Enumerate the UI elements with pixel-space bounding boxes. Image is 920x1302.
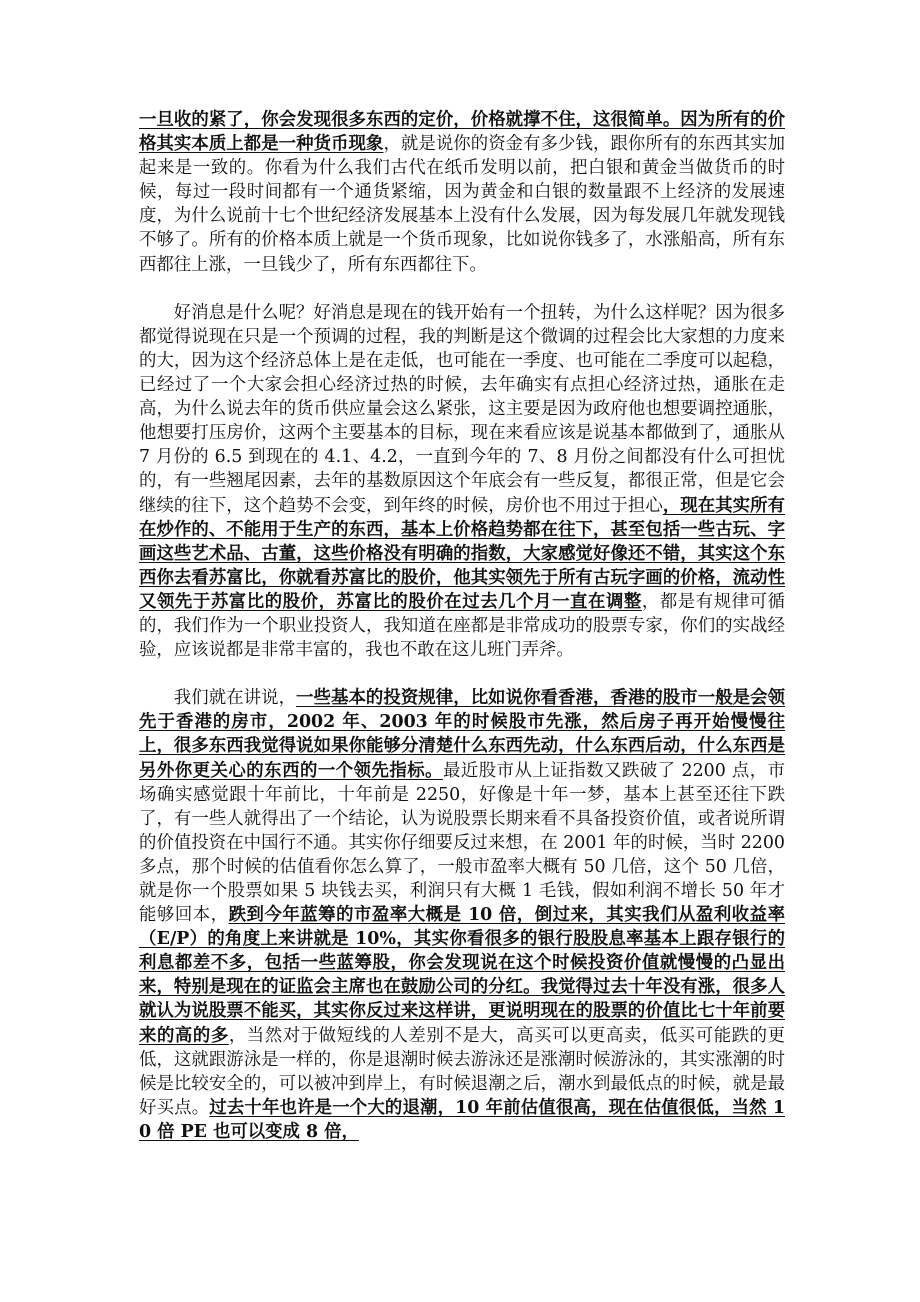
emphasis-text: 跌到今年蓝筹的市盈率大概是 10 倍，倒过来，其实我们从盈利收益率（E/P）的角度上来讲就是 10%，其实你看很多的银行股股息率基本上跟存银行的利息都差不多，包括一些蓝筹股，你会发现说在这个时候投资价值就慢慢的凸显出来，特别是现在的证监会主席也在鼓励公司的分红。我觉得过去十年没有涨，很多人就认为说股票不能买，其实你反过来这样讲，更说明现在的股票的价值比七十年前要来的高的多 — [139, 905, 785, 1046]
body-text: 好消息是什么呢？好消息是现在的钱开始有一个扭转，为什么这样呢？因为很多都觉得说现在只是一个预调的过程，我的判断是这个微调的过程会比大家想的力度来的大，因为这个经济总体上是在走低，也可能在一季度、也可能在二季度可以起稳，已经过了一个大家会担心经济过热的时候，去年确实有点担心经济过热，通胀在走高，为什么说去年的货币供应量会这么紧张，这主要是因为政府他也想要调控通胀，他想要打压房价，这两个主要基本的目标，现在来看应该是说基本都做到了，通胀从 7 月份的 6.5 到现在的 4.1、4.2，一直到今年的 7、8 月份之间都没有什么可担忧的，有一些翘尾因素，去年的基数原因这个年底会有一些反复，都很正常，但是它会继续的往下，这个趋势不会变，到年终的时候，房价也不用过于担心 — [139, 302, 785, 516]
emphasis-text: 一些基本的投资规律，比如说你看香港，香港的股市一般是会领先于香港的房市，2002 年、2003 年的时候股市先涨，然后房子再开始慢慢往上，很多东西我觉得说如果你能够分清楚什么东西先动，什么东西后动，什么东西是另外你更关心的东西的一个领先指标。 — [139, 688, 785, 781]
emphasis-text: 过去十年也许是一个大的退潮，10 年前估值很高，现在估值很低，当然 10 倍 PE 也可以变成 8 倍， — [139, 1097, 785, 1142]
body-text: ，都是有规律可循的，我们作为一个职业投资人，我知道在座都是非常成功的股票专家，你们的实战经验，应该说都是非常丰富的，我也不敢在这儿班门弄斧。 — [139, 591, 785, 661]
paragraph-3 — [139, 686, 785, 1144]
body-text: 我们就在讲说， — [173, 688, 297, 709]
emphasis-text: ，现在其实所有在炒作的、不能用于生产的东西，基本上价格趋势都在往下，甚至包括一些古玩、字画这些艺术品、古董，这些价格没有明确的指数，大家感觉好像还不错，其实这个东西你去看苏富比，你就看苏富比的股价，他其实领先于所有古玩字画的价格，流动性又领先于苏富比的股价，苏富比的股价在过去几个月一直在调整 — [139, 495, 785, 612]
paragraph-1 — [139, 108, 785, 277]
body-text: 最近股市从上证指数又跌破了 2200 点，市场确实感觉跟十年前比，十年前是 2250，好像是十年一梦，基本上甚至还往下跌了，有一些人就得出了一个结论，认为说股票长期来看不具备投资价值，或者说所谓的价值投资在中国行不通。其实你仔细要反过来想，在 2001 年的时候，当时 2200 多点，那个时候的估值看你怎么算了，一般市盈率大概有 50 几倍，这个 50 几倍，就是你一个股票如果 5 块钱去买，利润只有大概 1 毛钱，假如利润不增长 50 年才能够回本， — [139, 760, 785, 926]
body-text: ，就是说你的资金有多少钱，跟你所有的东西其实加起来是一致的。你看为什么我们古代在纸币发明以前，把白银和黄金当做货币的时候，每过一段时间都有一个通货紧缩，因为黄金和白银的数量跟不上经济的发展速度，为什么说前十七个世纪经济发展基本上没有什么发展，因为每发展几年就发现钱不够了。所有的价格本质上就是一个货币现象，比如说你钱多了，水涨船高，所有东西都往上涨，一旦钱少了，所有东西都往下。 — [139, 134, 785, 275]
body-text: ，当然对于做短线的人差别不是大，高买可以更高卖，低买可能跌的更低，这就跟游泳是一样的，你是退潮时候去游泳还是涨潮时候游泳的，其实涨潮的时候是比较安全的，可以被冲到岸上，有时候退潮之后，潮水到最低点的时候，就是最好买点。 — [139, 1025, 785, 1118]
emphasis-text: 一旦收的紧了，你会发现很多东西的定价，价格就撑不住，这很简单。因为所有的价格其实本质上都是一种货币现象 — [139, 110, 785, 155]
paragraph-2 — [139, 301, 785, 662]
